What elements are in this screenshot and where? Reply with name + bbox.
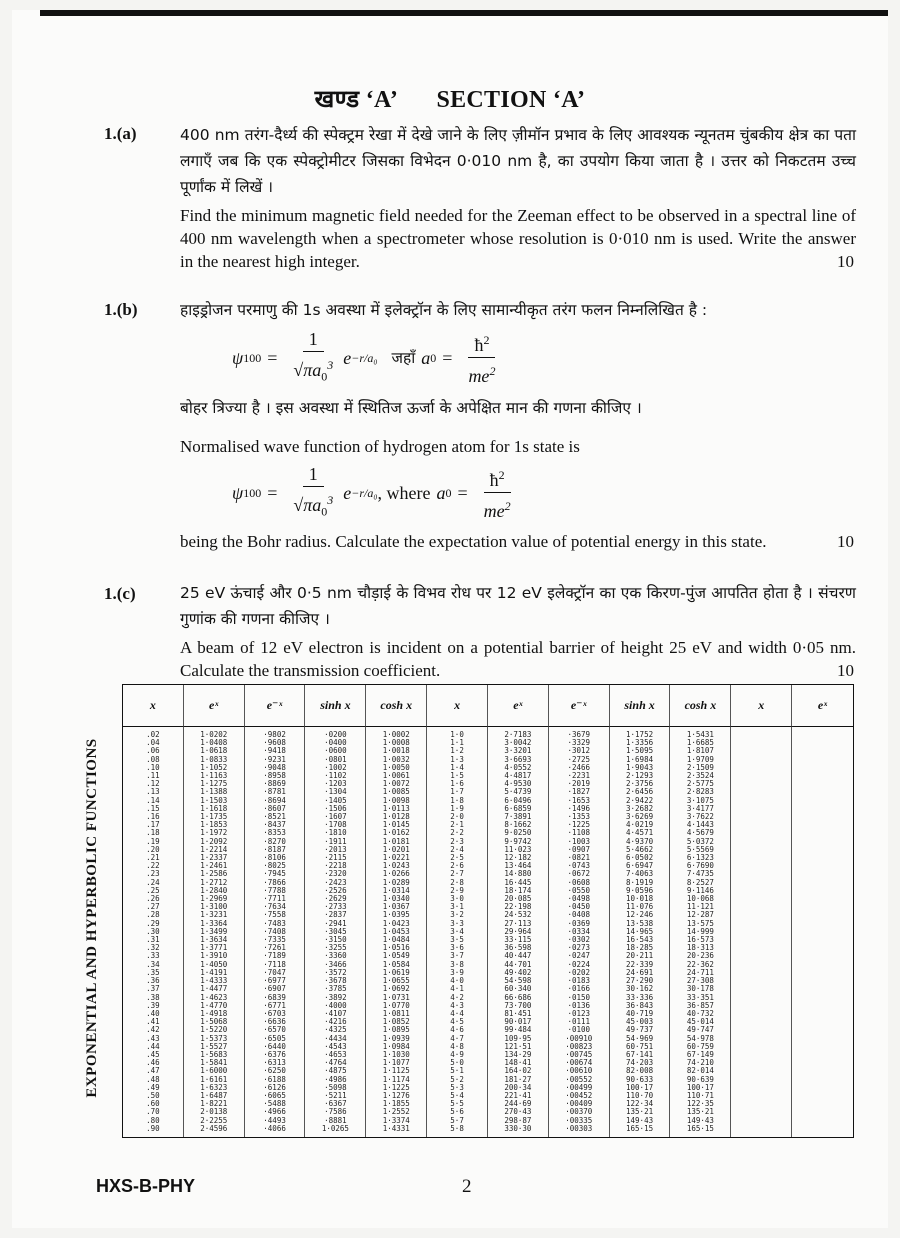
table-column <box>731 727 792 1137</box>
table-header: x <box>427 685 488 727</box>
question-1c <box>180 580 856 682</box>
section-heading-hindi: खण्ड ‘A’ <box>314 87 399 113</box>
table-header: cosh x <box>366 685 427 727</box>
table-body <box>123 727 853 1137</box>
question-1b-marks: 10 <box>837 532 854 551</box>
question-number-1b: 1.(b) <box>104 300 138 319</box>
paper-code: HXS-B-PHY <box>96 1176 196 1196</box>
top-rule <box>40 10 888 16</box>
section-heading-english: SECTION ‘A’ <box>436 87 586 113</box>
table-header: eˣ <box>184 685 245 727</box>
question-1b-hindi-after: बोहर त्रिज्या है । इस अवस्था में स्थितिज ऊर्जा के अपेक्षित मान की गणना कीजिए । <box>180 399 642 417</box>
question-1b-english-after: being the Bohr radius. Calculate the expectation value of potential energy in this state. <box>180 532 767 551</box>
table-column: ·0200 ·0400 ·0600 ·0801 ·1002 ·1102 ·1203 ·1304 ·1405 ·1506 ·1607 ·1708 ·1810 ·1911 ·2013 ·2115 ·2218 ·2320 ·2423 ·2526 ·2629 ·2733 ·2837 ·2941 ·3045 ·3150 ·3255 ·3360 ·3466 ·3572 ·3678 ·3785 ·3892 ·4000 ·4107 ·4216 ·4325 ·4434 ·4543 ·4653 ·4764 ·4875 ·4986 ·5098 ·5211 ·6367 ·7586 ·8881 1·0265 <box>305 727 366 1137</box>
table-header: eˣ <box>792 685 853 727</box>
question-1a <box>180 122 856 273</box>
page-number: 2 <box>462 1176 472 1197</box>
table-column: 1·0 1·1 1·2 1·3 1·4 1·5 1·6 1·7 1·8 1·9 2·0 2·1 2·2 2·3 2·4 2·5 2·6 2·7 2·8 2·9 3·0 3·1 3·2 3·3 3·4 3·5 3·6 3·7 3·8 3·9 4·0 4·1 4·2 4·3 4·4 4·5 4·6 4·7 4·8 4·9 5·0 5·1 5·2 5·3 5·4 5·5 5·6 5·7 5·8 <box>427 727 488 1137</box>
question-1a-english: Find the minimum magnetic field needed for the Zeeman effect to be observed in a spectral line of 400 nm wavelength when a spectrometer whose resolution is 0·010 nm is used. Write the answer in the nearest high integer. <box>180 206 856 271</box>
table-header: e⁻ˣ <box>549 685 610 727</box>
table-title: EXPONENTIAL AND HYPERBOLIC FUNCTIONS <box>84 738 100 1098</box>
question-1a-hindi: 400 nm तरंग-दैर्ध्य की स्पेक्ट्रम रेखा में देखे जाने के लिए ज़ीमॉन प्रभाव के लिए आवश्यक न्यूनतम चुंबकीय क्षेत्र का पता लगाएँ जब कि एक स्पेक्ट्रोमीटर जिसका विभेदन 0·010 nm है, का उपयोग किया जाता है । उत्तर को निकटतम उच्च पूर्णांक में लिखें । <box>180 126 856 196</box>
table-column: ·3679 ·3329 ·3012 ·2725 ·2466 ·2231 ·2019 ·1827 ·1653 ·1496 ·1353 ·1225 ·1108 ·1003 ·0907 ·0821 ·0743 ·0672 ·0608 ·0550 ·0498 ·0450 ·0408 ·0369 ·0334 ·0302 ·0273 ·0247 ·0224 ·0202 ·0183 ·0166 ·0150 ·0136 ·0123 ·0111 ·0100 ·00910 ·00823 ·00745 ·00674 ·00610 ·00552 ·00499 ·00452 ·00409 ·00370 ·00335 ·00303 <box>549 727 610 1137</box>
table-header: eˣ <box>488 685 549 727</box>
table-header: x <box>123 685 184 727</box>
table-header: sinh x <box>305 685 366 727</box>
table-column: 1·0202 1·0408 1·0618 1·0833 1·1052 1·1163 1·1275 1·1388 1·1503 1·1618 1·1735 1·1853 1·1972 1·2092 1·2214 1·2337 1·2461 1·2586 1·2712 1·2840 1·2969 1·3100 1·3231 1·3364 1·3499 1·3634 1·3771 1·3910 1·4050 1·4191 1·4333 1·4477 1·4623 1·4770 1·4918 1·5068 1·5220 1·5373 1·5527 1·5683 1·5841 1·6000 1·6161 1·6323 1·6487 1·8221 2·0138 2·2255 2·4596 <box>184 727 245 1137</box>
question-1b <box>180 297 856 553</box>
question-1c-english: A beam of 12 eV electron is incident on a potential barrier of height 25 eV and width 0·05 nm. Calculate the transmission coefficient. <box>180 638 856 680</box>
table-header: cosh x <box>670 685 731 727</box>
question-1b-hindi-intro: हाइड्रोजन परमाणु की 1s अवस्था में इलेक्ट्रॉन के लिए सामान्यीकृत तरंग फलन निम्नलिखित है : <box>180 301 708 319</box>
question-1c-hindi: 25 eV ऊंचाई और 0·5 nm चौड़ाई के विभव रोध पर 12 eV इलेक्ट्रॉन का एक किरण-पुंज आपतित होता है । संचरण गुणांक की गणना कीजिए । <box>180 584 856 628</box>
wavefunction-equation-hindi: ψ 100 = $\frac{1}{√\pi a_0^3}$ e −r/a₀ जहाँ a 0 = $\frac{ħ^2}{me^2}$ <box>232 328 496 386</box>
question-1a-marks: 10 <box>837 252 854 271</box>
table-column <box>792 727 853 1137</box>
table-column: 2·7183 3·0042 3·3201 3·6693 4·0552 4·4817 4·9530 5·4739 6·0496 6·6859 7·3891 8·1662 9·0250 9·9742 11·023 12·182 13·464 14·880 16·445 18·174 20·085 22·198 24·532 27·113 29·964 33·115 36·598 40·447 44·701 49·402 54·598 60·340 66·686 73·700 81·451 90·017 99·484 109·95 121·51 134·29 148·41 164·02 181·27 200·34 221·41 244·69 270·43 298·87 330·30 <box>488 727 549 1137</box>
table-header: x <box>731 685 792 727</box>
table-header: sinh x <box>610 685 671 727</box>
question-1b-english-intro: Normalised wave function of hydrogen atom for 1s state is <box>180 437 580 456</box>
exponential-hyperbolic-table <box>84 684 854 1138</box>
table-grid <box>122 684 854 1138</box>
table-header-row <box>123 685 853 727</box>
table-column: 1·0002 1·0008 1·0018 1·0032 1·0050 1·0061 1·0072 1·0085 1·0098 1·0113 1·0128 1·0145 1·0162 1·0181 1·0201 1·0221 1·0243 1·0266 1·0289 1·0314 1·0340 1·0367 1·0395 1·0423 1·0453 1·0484 1·0516 1·0549 1·0584 1·0619 1·0655 1·0692 1·0731 1·0770 1·0811 1·0852 1·0895 1·0939 1·0984 1·1030 1·1077 1·1125 1·1174 1·1225 1·1276 1·1855 1·2552 1·3374 1·4331 <box>366 727 427 1137</box>
table-column: .02 .04 .06 .08 .10 .11 .12 .13 .14 .15 .16 .17 .18 .19 .20 .21 .22 .23 .24 .25 .26 .27 .28 .29 .30 .31 .32 .33 .34 .35 .36 .37 .38 .39 .40 .41 .42 .43 .44 .45 .46 .47 .48 .49 .50 .60 .70 .80 .90 <box>123 727 184 1137</box>
wavefunction-equation-english: ψ 100 = $\frac{1}{√\pi a_0^3}$ e −r/a₀ , where a 0 = $\frac{ħ^2}{me^2}$ <box>232 463 511 521</box>
table-column: 1·5431 1·6685 1·8107 1·9709 2·1509 2·3524 2·5775 2·8283 3·1075 3·4177 3·7622 4·1443 4·5679 5·0372 5·5569 6·1323 6·7690 7·4735 8·2527 9·1146 10·068 11·121 12·287 13·575 14·999 16·573 18·313 20·236 22·362 24·711 27·308 30·178 33·351 36·857 40·732 45·014 49·747 54·978 60·759 67·149 74·210 82·014 90·639 100·17 110·71 122·35 135·21 149·43 165·15 <box>670 727 731 1137</box>
table-header: e⁻ˣ <box>245 685 306 727</box>
question-number-1a: 1.(a) <box>104 124 137 143</box>
question-number-1c: 1.(c) <box>104 584 136 603</box>
table-column: ·9802 ·9608 ·9418 ·9231 ·9048 ·8958 ·8869 ·8781 ·8694 ·8607 ·8521 ·8437 ·8353 ·8270 ·8187 ·8106 ·8025 ·7945 ·7866 ·7788 ·7711 ·7634 ·7558 ·7483 ·7408 ·7335 ·7261 ·7189 ·7118 ·7047 ·6977 ·6907 ·6839 ·6771 ·6703 ·6636 ·6570 ·6505 ·6440 ·6376 ·6313 ·6250 ·6188 ·6126 ·6065 ·5488 ·4966 ·4493 ·4066 <box>245 727 306 1137</box>
section-heading <box>0 82 900 115</box>
question-1c-marks: 10 <box>837 661 854 680</box>
table-column: 1·1752 1·3356 1·5095 1·6984 1·9043 2·1293 2·3756 2·6456 2·9422 3·2682 3·6269 4·0219 4·4571 4·9370 5·4662 6·0502 6·6947 7·4063 8·1919 9·0596 10·018 11·076 12·246 13·538 14·965 16·543 18·285 20·211 22·339 24·691 27·290 30·162 33·336 36·843 40·719 45·003 49·737 54·969 60·751 67·141 74·203 82·008 90·633 100·17 110·70 122·34 135·21 149·43 165·15 <box>610 727 671 1137</box>
